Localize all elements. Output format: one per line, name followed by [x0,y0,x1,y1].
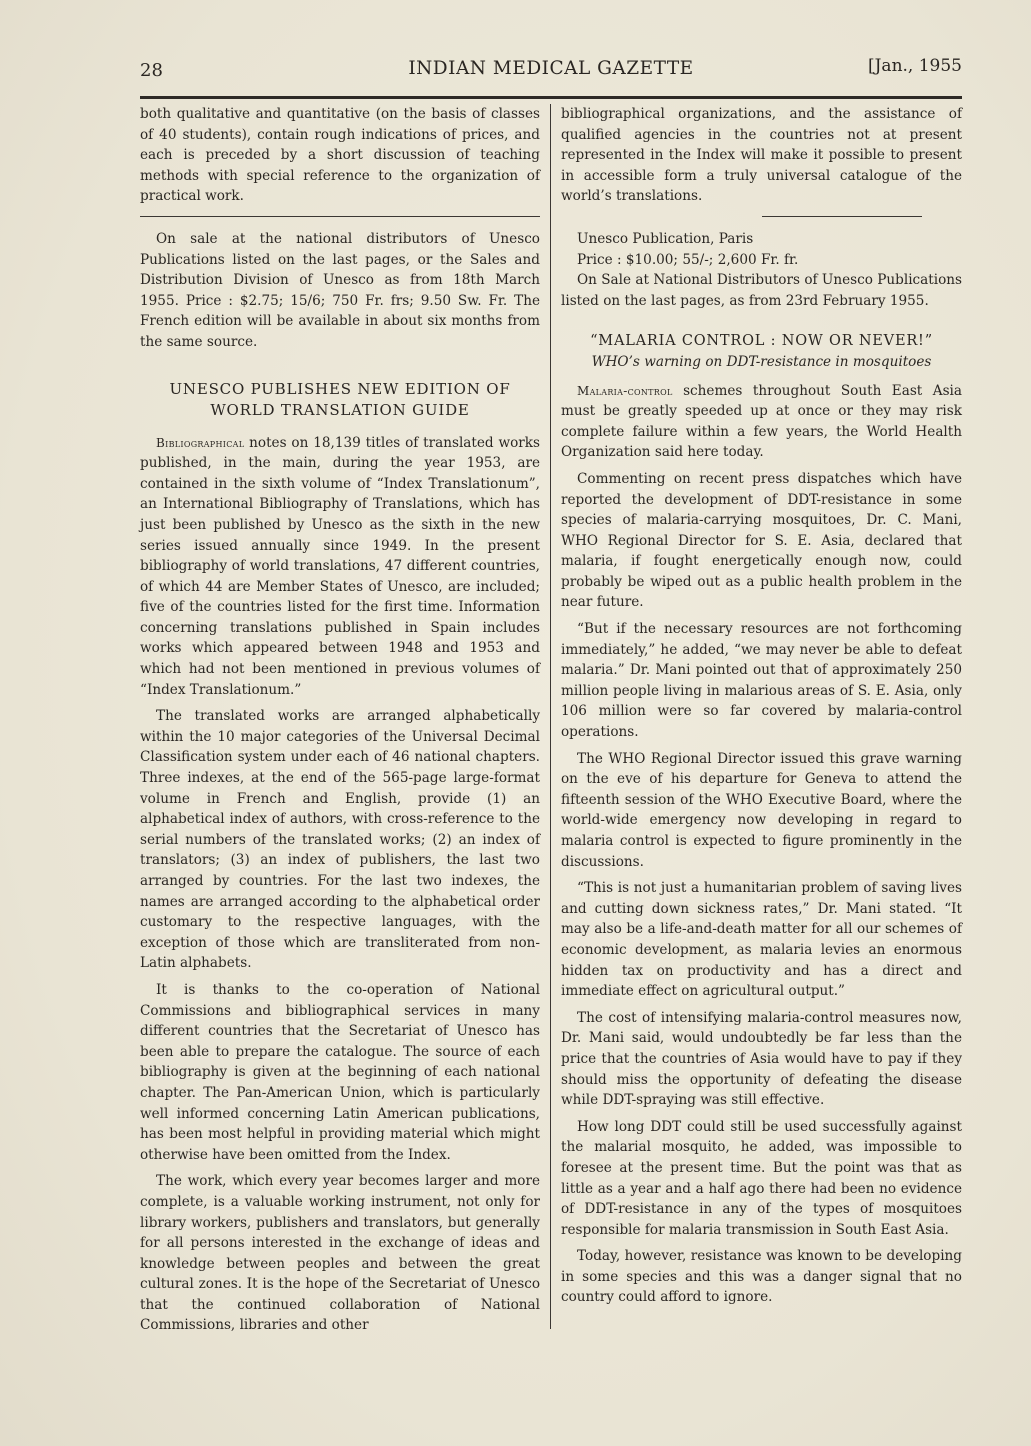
publisher-line: Unesco Publication, Paris [577,230,754,247]
article-paragraph: The cost of intensifying malaria-control measures now, Dr. Mani said, would undoubtedly be far less than the price that the countries of Asia would have to pay if they should miss the opportunity of defeating the disease while DDT-spraying was still effective. [561,1009,962,1109]
article-paragraph: Today, however, resistance was known to be developing in some species and this was a danger signal that no country could afford to ignore. [561,1248,962,1306]
paragraph-text: schemes throughout South East Asia must be greatly speeded up at once or they may risk complete failure within a few years, the World Health Organization said here today. [561,382,962,461]
article-continuation: bibliographical organizations, and the assistance of qualified agencies in the countries not at present represented in the Index will make it possible to present in accessible form a truly universal catalogue of the world’s translations. [561,106,962,205]
publication-notice [561,229,962,311]
section-separator [140,216,540,217]
article-paragraph: Commenting on recent press dispatches which have reported the development of DDT-resistance in some species of malaria-carrying mosquitoes, Dr. C. Mani, WHO Regional Director for S. E. Asia, declared that malaria, if fought energetically enough now, could probably be wiped out as a public health problem in the near future. [561,470,962,611]
article-continuation: both qualitative and quantitative (on the basis of classes of 40 students), contain rough indications of prices, and each is preceded by a short discussion of teaching methods with special reference to the organization of practical work. [140,106,540,205]
page-number: 28 [140,60,163,81]
sale-notice: On sale at the national distributors of Unesco Publications listed on the last pages, or the Sales and Distribution Division of Unesco as from 18th March 1955. Price : $2.75; 15/6; 750 Fr. frs; 9.50 Sw. Fr. The French edition will be available in about six months from the same source. [140,230,540,350]
article-paragraph [140,433,540,701]
article-paragraph: The translated works are arranged alphabetically within the 10 major categories of the Universal Decimal Classification system under each of 46 national chapters. Three indexes, at the end of the 565-page large-format volume in French and English, provide (1) an alphabetical index of authors, with cross-reference to the serial numbers of the translated works; (2) an index of translators; (3) an index of publishers, the last two arranged by countries. For the last two indexes, the names are arranged according to the alphabetical order customary to the respective languages, with the exception of those which are transliterated from non-Latin alphabets. [140,708,540,972]
header-rule [140,96,962,99]
article-paragraph: How long DDT could still be used successfully against the malarial mosquito, he added, was impossible to foresee at the present time. But the point was that as little as a year and a half ago there had been no evidence of DDT-resistance in any of the types of mosquitoes responsible for malaria transmission in South East Asia. [561,1118,962,1238]
article-subheading: WHO’s warning on DDT-resistance in mosquitoes [591,353,932,370]
paragraph-text: notes on 18,139 titles of translated works published, in the main, during the year 1953, are contained in the sixth volume of “Index Translationum”, an International Bibliography of Translations, which has just been published by Unesco as the sixth in the new series issued annually since 1949. In the present bibliography of world translations, 47 different countries, of which 44 are Member States of Unesco, are included; five of the countries listed for the first time. Information concerning translations published in Spain includes works which appeared between 1948 and 1953 and which had not been mentioned in previous volumes of “Index Translationum.” [140,434,540,698]
lead-word: Bibliographical [156,435,245,450]
article-heading: UNESCO PUBLISHES NEW EDITION OF WORLD TRANSLATION GUIDE [169,379,511,419]
page-header [140,56,962,86]
journal-title: INDIAN MEDICAL GAZETTE [408,58,694,79]
lead-word: Malaria-control [577,383,673,398]
section-separator [762,216,922,217]
article-paragraph: It is thanks to the co-operation of National Commissions and bibliographical services in many different countries that the Secretariat of Unesco has been able to prepare the catalogue. The source of each bibliography is given at the beginning of each national chapter. The Pan-American Union, which is particularly well informed concerning Latin American publications, has been most helpful in providing material which might otherwise have been omitted from the Index. [140,981,540,1163]
price-line: Price : $10.00; 55/-; 2,600 Fr. fr. [577,251,799,268]
article-paragraph: “This is not just a humanitarian problem of saving lives and cutting down sickness rates,” Dr. Mani stated. “It may also be a life-and-death matter for all our schemes of economic development, as malaria levies an enormous hidden tax on productivity and has a direct and immediate effect on agricultural output.” [561,880,962,1000]
issue-date: [Jan., 1955 [867,56,962,76]
sale-notice: On Sale at National Distributors of Unesco Publications listed on the last pages, as from 23rd February 1955. [561,272,962,309]
left-column [140,104,540,1336]
article-paragraph [561,381,962,463]
article-heading: “MALARIA CONTROL : NOW OR NEVER!” [590,333,933,350]
column-divider [550,104,551,1329]
article-paragraph: The work, which every year becomes larger and more complete, is a valuable working instrument, not only for library workers, publishers and translators, but generally for all persons interested in the exchange of ideas and knowledge between peoples and between the great cultural zones. It is the hope of the Secretariat of Unesco that the continued collaboration of National Commissions, libraries and other [140,1173,540,1334]
article-paragraph: The WHO Regional Director issued this grave warning on the eve of his departure for Geneva to attend the fifteenth session of the WHO Executive Board, where the world-wide emergency now developing in regard to malaria control is expected to figure prominently in the discussions. [561,750,962,870]
right-column [561,104,962,1308]
article-paragraph: “But if the necessary resources are not forthcoming immediately,” he added, “we may never be able to defeat malaria.” Dr. Mani pointed out that of approximately 250 million people living in malarious areas of S. E. Asia, only 106 million were so far covered by malaria-control operations. [561,621,962,741]
